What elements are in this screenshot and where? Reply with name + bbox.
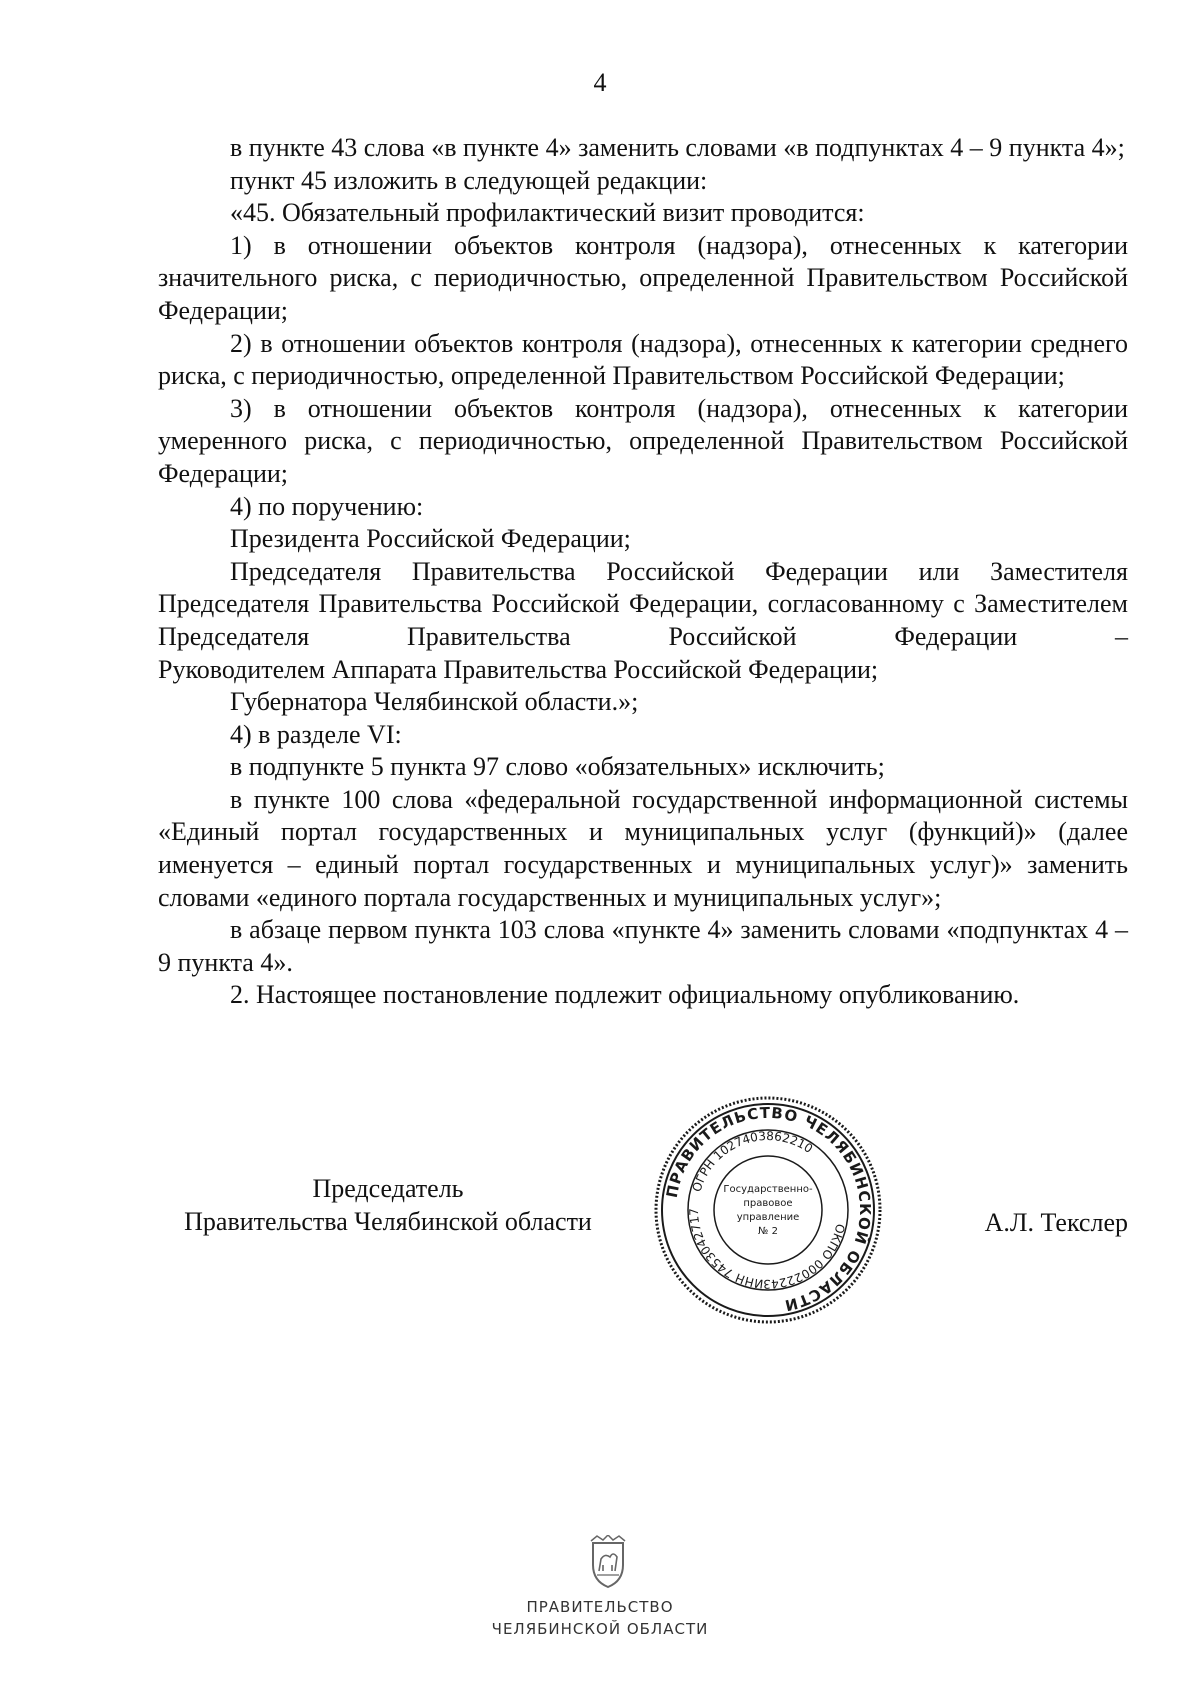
paragraph: в подпункте 5 пункта 97 слово «обязательных» исключить;	[230, 752, 885, 782]
paragraph: в абзаце первом пункта 103 слова «пункте 4» заменить словами «подпунктах 4 – 9 пункта 4».	[158, 915, 1128, 977]
footer-line: ПРАВИТЕЛЬСТВО	[526, 1598, 674, 1616]
paragraph: 3) в отношении объектов контроля (надзора), отнесенных к категории умеренного риска, с периодичностью, определенной Правительством Российской Федерации;	[158, 393, 1128, 488]
seal-center-text: правовое	[743, 1198, 793, 1209]
seal-ogrn: ОГРН 1027403862210	[689, 1128, 816, 1194]
official-seal	[648, 1090, 888, 1330]
footer-organization	[0, 1596, 1200, 1640]
signer-title-line: Председатель	[312, 1174, 464, 1203]
seal-center-text: управление	[736, 1212, 800, 1223]
paragraph: пункт 45 изложить в следующей редакции:	[230, 165, 708, 195]
signer-title-line: Правительства Челябинской области	[184, 1207, 592, 1236]
seal-center-text: № 2	[758, 1226, 778, 1237]
paragraph: 4) в разделе VI:	[230, 719, 402, 749]
seal-inn: ИНН 7453042717	[686, 1207, 765, 1291]
seal-outer-text: ПРАВИТЕЛЬСТВО ЧЕЛЯБИНСКОЙ ОБЛАСТИ	[662, 1103, 875, 1315]
paragraph: в пункте 100 слова «федеральной государственной информационной системы «Единый портал государственных и муниципальных услуг (функций)» (далее именуется – единый портал государственных и муниципальных услуг)» заменить словами «единого портала государственных и муниципальных услуг»;	[158, 784, 1128, 912]
paragraph: «45. Обязательный профилактический визит проводится:	[230, 198, 865, 228]
paragraph: 1) в отношении объектов контроля (надзора), отнесенных к категории значительного риска, с периодичностью, определенной Правительством Российской Федерации;	[158, 230, 1128, 325]
seal-okpo: ОКПО 00022243	[763, 1222, 848, 1292]
footer-line: ЧЕЛЯБИНСКОЙ ОБЛАСТИ	[491, 1620, 709, 1638]
seal-stamp-icon	[648, 1090, 888, 1330]
chelyabinsk-coat-of-arms-icon	[585, 1535, 631, 1591]
signer-name: А.Л. Текслер	[984, 1208, 1128, 1237]
paragraph: Руководителем Аппарата Правительства Российской Федерации;	[158, 654, 879, 684]
paragraph: Губернатора Челябинской области.»;	[230, 687, 639, 717]
seal-center-text: Государственно-	[723, 1184, 813, 1195]
paragraph: Президента Российской Федерации;	[230, 524, 631, 554]
signer-title	[158, 1172, 618, 1238]
paragraph: 2. Настоящее постановление подлежит официальному опубликованию.	[230, 980, 1020, 1010]
paragraph: в пункте 43 слова «в пункте 4» заменить словами «в подпунктах 4 – 9 пункта 4»;	[230, 133, 1125, 162]
paragraph: Председателя Правительства Российской Федерации или Заместителя Председателя Правительства Российской Федерации, согласованному с Заместителем Председателя Правительства Российской Федерации –	[158, 556, 1128, 651]
paragraph: 4) по поручению:	[230, 491, 424, 521]
paragraph: 2) в отношении объектов контроля (надзора), отнесенных к категории среднего риска, с периодичностью, определенной Правительством Российской Федерации;	[158, 328, 1128, 391]
page-number: 4	[593, 68, 607, 97]
document-body	[158, 132, 1128, 1012]
